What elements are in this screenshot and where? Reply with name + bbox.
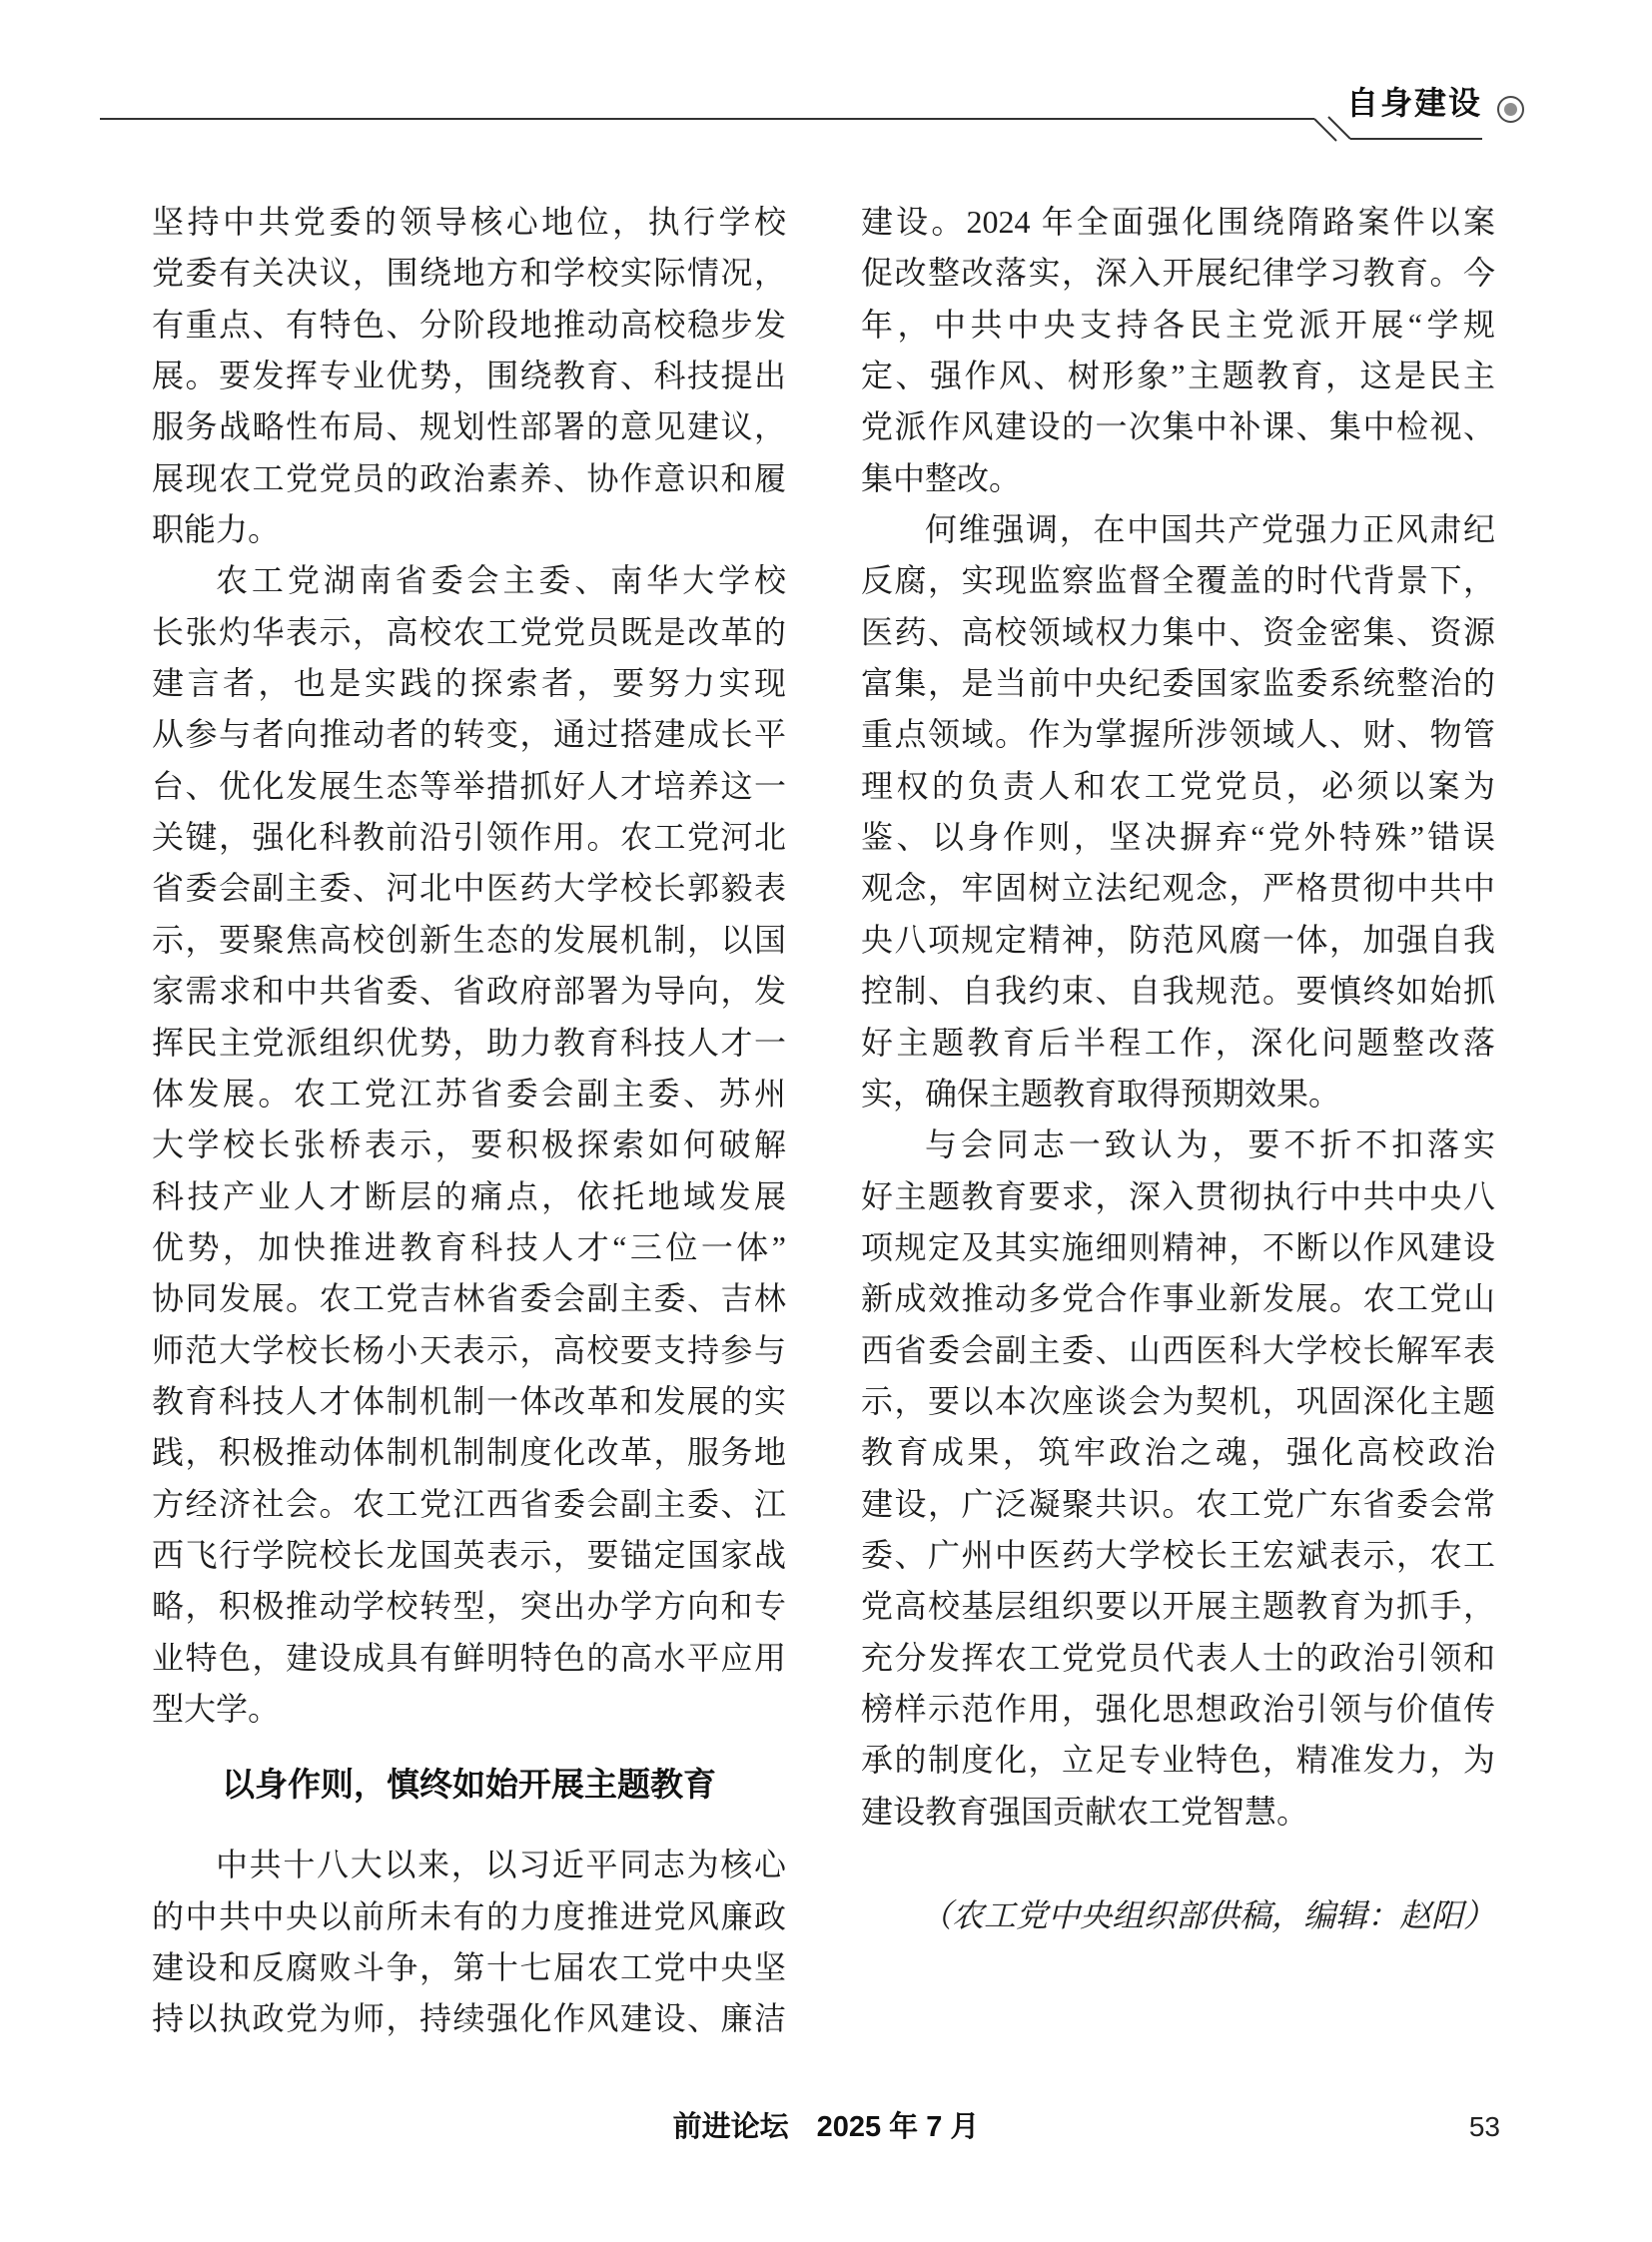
text-line: 坚持中共党委的领导核心地位，执行学校 xyxy=(152,204,786,240)
bullseye-icon xyxy=(1497,96,1524,123)
page-footer xyxy=(0,2111,1652,2143)
text-line: 集中整改。 xyxy=(861,459,1022,496)
text-line: 持以执政党为师，持续强化作风建设、廉洁 xyxy=(152,2000,786,2037)
text-line: 示，要以本次座谈会为契机，巩固深化主题 xyxy=(861,1382,1495,1419)
text-line: 从参与者向推动者的转变，通过搭建成长平 xyxy=(152,716,786,753)
text-line: 中共十八大以来，以习近平同志为核心 xyxy=(216,1847,786,1883)
text-line: 央八项规定精神，防范风腐一体，加强自我 xyxy=(861,921,1495,958)
text-line: 省委会副主委、河北中医药大学校长郭毅表 xyxy=(152,870,786,907)
text-line: 反腐，实现监察监督全覆盖的时代背景下， xyxy=(861,562,1495,599)
text-line: 农工党湖南省委会主委、南华大学校 xyxy=(216,562,786,599)
text-line: 建言者，也是实践的探索者，要努力实现 xyxy=(152,665,786,702)
text-line: 党派作风建设的一次集中补课、集中检视、 xyxy=(861,408,1495,445)
paragraph xyxy=(861,197,1495,504)
bullseye-dot xyxy=(1504,103,1517,116)
paragraph xyxy=(152,1840,786,2044)
text-line: 重点领域。作为掌握所涉领域人、财、物管 xyxy=(861,716,1495,753)
text-line: 建设。2024 年全面强化围绕隋路案件以案 xyxy=(861,204,1495,240)
text-line: 控制、自我约束、自我规范。要慎终如始抓 xyxy=(861,973,1495,1010)
left-column xyxy=(152,197,786,2045)
paragraph xyxy=(861,1120,1495,1838)
text-line: 家需求和中共省委、省政府部署为导向，发 xyxy=(152,973,786,1010)
right-column xyxy=(861,197,1495,2045)
text-line: 与会同志一致认为，要不折不扣落实 xyxy=(925,1126,1495,1163)
text-line: 展。要发挥专业优势，围绕教育、科技提出 xyxy=(152,358,786,394)
text-line: 好主题教育后半程工作，深化问题整改落 xyxy=(861,1024,1495,1061)
text-line: 服务战略性布局、规划性部署的意见建议， xyxy=(152,408,786,445)
text-line: 师范大学校长杨小天表示，高校要支持参与 xyxy=(152,1331,786,1368)
text-line: 新成效推动多党合作事业新发展。农工党山 xyxy=(861,1280,1495,1317)
text-line: 何维强调，在中国共产党强力正风肃纪 xyxy=(925,511,1495,548)
text-line: 项规定及其实施细则精神，不断以作风建设 xyxy=(861,1228,1495,1265)
text-line: 充分发挥农工党党员代表人士的政治引领和 xyxy=(861,1639,1495,1676)
text-line: 党委有关决议，围绕地方和学校实际情况， xyxy=(152,255,786,292)
text-line: 西省委会副主委、山西医科大学校长解军表 xyxy=(861,1331,1495,1368)
text-line: 示，要聚焦高校创新生态的发展机制，以国 xyxy=(152,921,786,958)
text-line: 长张灼华表示，高校农工党党员既是改革的 xyxy=(152,613,786,650)
text-line: 略，积极推动学校转型，突出办学方向和专 xyxy=(152,1588,786,1625)
text-line: 定、强作风、树形象”主题教育，这是民主 xyxy=(861,358,1495,394)
text-line: 台、优化发展生态等举措抓好人才培养这一 xyxy=(152,767,786,804)
section-heading: 以身作则，慎终如始开展主题教育 xyxy=(222,1766,716,1804)
text-line: 协同发展。农工党吉林省委会副主委、吉林 xyxy=(152,1280,786,1317)
text-line: 职能力。 xyxy=(152,511,281,548)
text-line: 党高校基层组织要以开展主题教育为抓手， xyxy=(861,1588,1495,1625)
text-line: 的中共中央以前所未有的力度推进党风廉政 xyxy=(152,1897,786,1934)
text-line: 承的制度化，立足专业特色，精准发力，为 xyxy=(861,1742,1495,1779)
section-label: 自身建设 xyxy=(1345,85,1482,121)
paragraph xyxy=(861,504,1495,1120)
text-line: 方经济社会。农工党江西省委会副主委、江 xyxy=(152,1485,786,1522)
text-line: 体发展。农工党江苏省委会副主委、苏州 xyxy=(152,1075,786,1112)
text-line: 年，中共中央支持各民主党派开展“学规 xyxy=(861,306,1495,343)
journal-name: 前进论坛 xyxy=(672,2111,789,2143)
text-line: 医药、高校领域权力集中、资金密集、资源 xyxy=(861,613,1495,650)
text-line: 榜样示范作用，强化思想政治引领与价值传 xyxy=(861,1690,1495,1727)
text-line: 教育科技人才体制机制一体改革和发展的实 xyxy=(152,1382,786,1419)
credit-line: （农工党中央组织部供稿，编辑：赵阳） xyxy=(919,1897,1495,1933)
text-line: 建设教育强国贡献农工党智慧。 xyxy=(861,1793,1309,1830)
text-line: 型大学。 xyxy=(152,1690,281,1727)
text-line: 业特色，建设成具有鲜明特色的高水平应用 xyxy=(152,1639,786,1676)
text-line: 大学校长张桥表示，要积极探索如何破解 xyxy=(152,1126,786,1163)
text-line: 有重点、有特色、分阶段地推动高校稳步发 xyxy=(152,306,786,343)
text-line: 促改整改落实，深入开展纪律学习教育。今 xyxy=(861,255,1495,292)
paragraph xyxy=(152,197,786,555)
text-line: 好主题教育要求，深入贯彻执行中共中央八 xyxy=(861,1177,1495,1214)
text-line: 践，积极推动体制机制制度化改革，服务地 xyxy=(152,1434,786,1471)
text-line: 教育成果，筑牢政治之魂，强化高校政治 xyxy=(861,1434,1495,1471)
text-line: 建设和反腐败斗争，第十七届农工党中央坚 xyxy=(152,1949,786,1985)
paragraph xyxy=(152,555,786,1735)
text-line: 优势，加快推进教育科技人才“三位一体” xyxy=(152,1228,786,1265)
text-line: 展现农工党党员的政治素养、协作意识和履 xyxy=(152,459,786,496)
text-line: 理权的负责人和农工党党员，必须以案为 xyxy=(861,767,1495,804)
article-body xyxy=(152,197,1495,2045)
text-line: 委、广州中医药大学校长王宏斌表示，农工 xyxy=(861,1536,1495,1573)
text-line: 鉴、以身作则，坚决摒弃“党外特殊”错误 xyxy=(861,819,1495,856)
text-line: 实，确保主题教育取得预期效果。 xyxy=(861,1075,1341,1112)
text-line: 科技产业人才断层的痛点，依托地域发展 xyxy=(152,1177,786,1214)
issue-date: 2025 年 7 月 xyxy=(816,2111,980,2143)
text-line: 观念，牢固树立法纪观念，严格贯彻中共中 xyxy=(861,870,1495,907)
text-line: 挥民主党派组织优势，助力教育科技人才一 xyxy=(152,1024,786,1061)
text-line: 富集，是当前中央纪委国家监委系统整治的 xyxy=(861,665,1495,702)
text-line: 西飞行学院校长龙国英表示，要锚定国家战 xyxy=(152,1536,786,1573)
text-line: 建设，广泛凝聚共识。农工党广东省委会常 xyxy=(861,1485,1495,1522)
text-line: 关键，强化科教前沿引领作用。农工党河北 xyxy=(152,819,786,856)
page-number: 53 xyxy=(1468,2111,1500,2142)
